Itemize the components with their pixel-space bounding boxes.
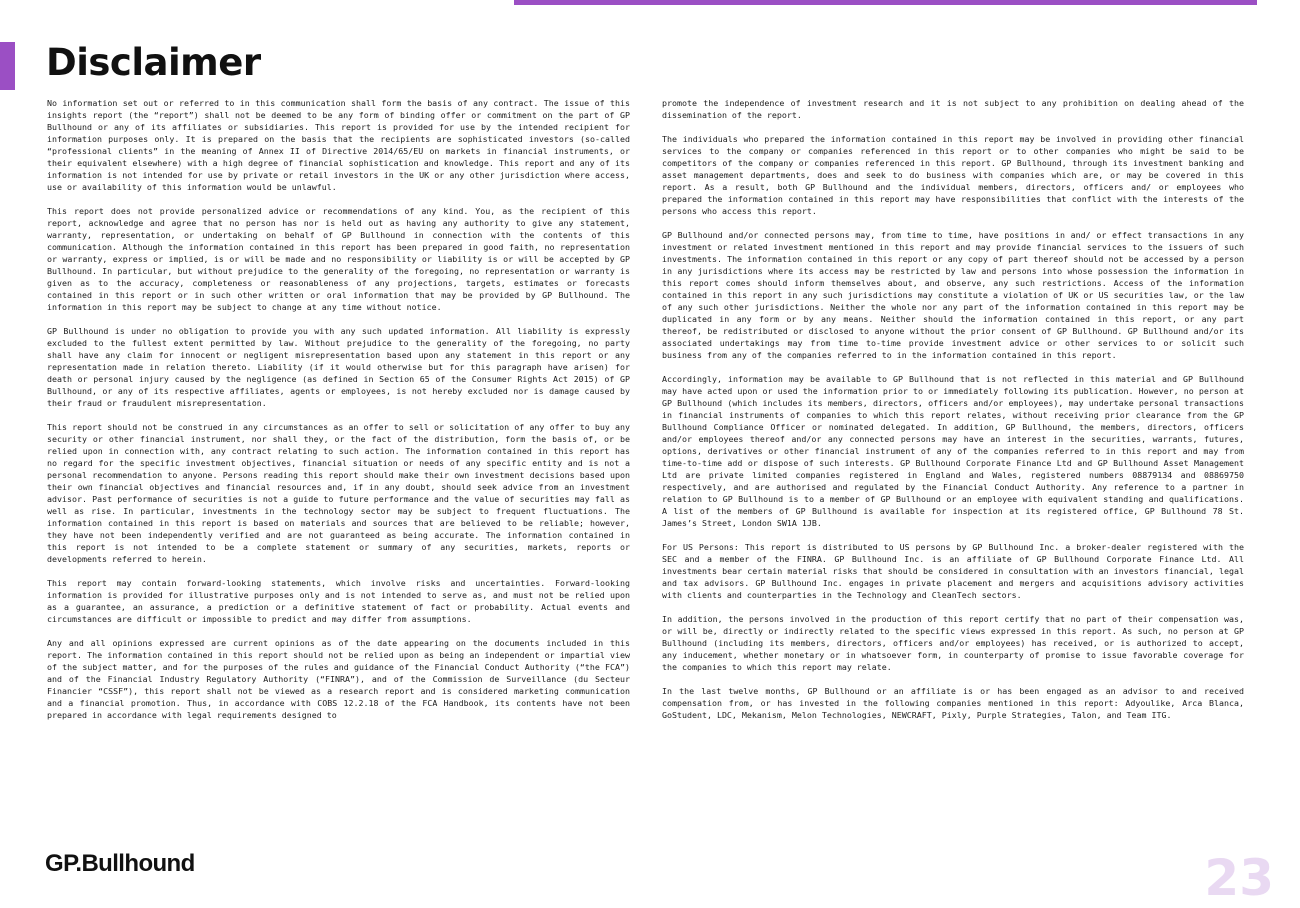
disclaimer-paragraph: Any and all opinions expressed are current opinions as of the date appearing on the documents included in this report. The information contained in this report should not be relied upon as being an independent or impartial view of the subject matter, and for the purposes of the rules and guidance of the Financial Conduct Authority (“the FCA”) and of the Financial Industry Regulatory Authority (“FINRA”), and of the Commission de Surveillance (du Secteur Financier “CSSF”), this report shall not be viewed as a research report and is considered marketing communication and a financial promotion. Thus, in accordance with COBS 12.2.18 of the FCA Handbook, its contents have not been prepared in accordance with legal requirements designed to (47, 638, 630, 720)
top-accent-bar (514, 0, 1257, 5)
disclaimer-column-right (662, 97, 1244, 721)
page-number: 23 (1204, 849, 1274, 907)
disclaimer-paragraph: This report may contain forward-looking statements, which involve risks and uncertainties. Forward-looking information is provided for illustrative purposes only and is not intended to serve as, and must not be relied upon as a guarantee, an assurance, a prediction or a definitive statement of fact or probability. Actual events and circumstances are difficult or impossible to predict and may differ from assumptions. (47, 578, 630, 624)
disclaimer-column-left (47, 97, 630, 721)
disclaimer-paragraph: In the last twelve months, GP Bullhound or an affiliate is or has been engaged as an advisor to and received compensation from, or has invested in the following companies mentioned in this report: Adyoulike, Arca Blanca, GoStudent, LDC, Mekanism, Melon Technologies, NEWCRAFT, Pixly, Purple Strategies, Talon, and Team ITG. (662, 686, 1244, 720)
disclaimer-paragraph: For US Persons: This report is distributed to US persons by GP Bullhound Inc. a broker-dealer registered with the SEC and a member of the FINRA. GP Bullhound Inc. is an affiliate of GP Bullhound Corporate Finance Ltd. All investments bear certain material risks that should be considered in consultation with an investors financial, legal and tax advisors. GP Bullhound Inc. engages in private placement and mergers and acquisitions advisory activities with clients and counterparties in the Technology and CleanTech sectors. (662, 542, 1244, 600)
disclaimer-paragraph: GP Bullhound and/or connected persons may, from time to time, have positions in and/ or effect transactions in any investment or related investment mentioned in this report and may provide financial services to the issuers of such investments. The information contained in this report or any copy of part thereof should not be accessed by a person in any jurisdictions where its access may be restricted by law and persons into whose possession the information in this report comes should inform themselves about, and observe, any such restrictions. Access of the information contained in this report in any such jurisdictions may constitute a violation of UK or US securities law, or the law of any such other jurisdictions. Neither the whole nor any part of the information contained in this report may be duplicated in any form or by any means. Neither should the information contained in this report, or any part thereof, be redistributed or disclosed to anyone without the prior consent of GP Bullhound. GP Bullhound and/or its associated undertakings may from time to-time provide investment advice or other services to or solicit such business from any of the companies referred to in the information contained in this report. (662, 230, 1244, 360)
disclaimer-paragraph: No information set out or referred to in this communication shall form the basis of any contract. The issue of this insights report (the “report”) shall not be deemed to be any form of binding offer or commitment on the part of GP Bullhound or any of its affiliates or subsidiaries. This report is provided for use by the intended recipient for information purposes only. It is prepared on the basis that the recipients are sophisticated investors (so-called “professional clients” in the meaning of Annex II of Directive 2014/65/EU on markets in financial instruments, or their equivalent elsewhere) with a high degree of financial sophistication and knowledge. This report and any of its information is not intended for use by private or retail investors in the UK or any other jurisdiction where access, use or availability of this information would be unlawful. (47, 98, 630, 192)
disclaimer-paragraph: promote the independence of investment research and it is not subject to any prohibition on dealing ahead of the dissemination of the report. (662, 98, 1244, 120)
disclaimer-paragraph: This report does not provide personalized advice or recommendations of any kind. You, as the recipient of this report, acknowledge and agree that no person has nor is held out as having any authority to give any statement, warranty, representation, or undertaking on behalf of GP Bullhound in connection with the contents of this communication. Although the information contained in this report has been prepared in good faith, no representation or warranty, express or implied, is or will be made and no responsibility or liability is or will be accepted by GP Bullhound. In particular, but without prejudice to the generality of the foregoing, no representation or warranty is given as to the accuracy, completeness or reasonableness of any projections, targets, estimates or forecasts contained in this report or in such other written or oral information that may be provided by GP Bullhound. The information in this report may be subject to change at any time without notice. (47, 206, 630, 312)
disclaimer-paragraph: Accordingly, information may be available to GP Bullhound that is not reflected in this material and GP Bullhound may have acted upon or used the information prior to or immediately following its publication. However, no person at GP Bullhound (which includes its members, directors, officers and/or employees), may undertake personal transactions in financial instruments of companies to which this report relates, without receiving prior clearance from the GP Bullhound Compliance Officer or nominated delegated. In addition, GP Bullhound, the members, directors, officers and/or employees thereof and/or any connected persons may have an interest in the securities, warrants, futures, options, derivatives or other financial instrument of any of the companies referred to in this report and may from time-to-time add or dispose of such interests. GP Bullhound Corporate Finance Ltd and GP Bullhound Asset Management Ltd are private limited companies registered in England and Wales, registered numbers 08879134 and 08869750 respectively, and are authorised and regulated by the Financial Conduct Authority. Any reference to a partner in relation to GP Bullhound is to a member of GP Bullhound or an employee with equivalent standing and qualifications. A list of the members of GP Bullhound is available for inspection at its registered office, GP Bullhound 78 St. James’s Street, London SW1A 1JB. (662, 374, 1244, 528)
page-title: Disclaimer (46, 41, 261, 84)
disclaimer-paragraph: This report should not be construed in any circumstances as an offer to sell or solicitation of any offer to buy any security or other financial instrument, nor shall they, or the fact of the distribution, form the basis of, or be relied upon in connection with, any contract relating to such action. The information contained in this report has no regard for the specific investment objectives, financial situation or needs of any specific entity and is not a personal recommendation to anyone. Persons reading this report should make their own investment decisions based upon their own financial objectives and financial resources and, if in any doubt, should seek advice from an investment advisor. Past performance of securities is not a guide to future performance and the value of securities may fall as well as rise. In particular, investments in the technology sector may be subject to frequent fluctuations. The information contained in this report is based on materials and sources that are believed to be reliable; however, they have not been independently verified and are not guaranteed as being accurate. The information contained in this report is not intended to be a complete statement or summary of any securities, markets, reports or developments referred to herein. (47, 422, 630, 564)
disclaimer-paragraph: In addition, the persons involved in the production of this report certify that no part of their compensation was, or will be, directly or indirectly related to the specific views expressed in this report. As such, no person at GP Bullhound (including its members, directors, officers and/or employees) has received, or is authorized to accept, any inducement, whether monetary or in whatsoever form, in counterparty of promise to issue favorable coverage for the companies to which this report may relate. (662, 614, 1244, 672)
disclaimer-paragraph: GP Bullhound is under no obligation to provide you with any such updated information. All liability is expressly excluded to the fullest extent permitted by law. Without prejudice to the generality of the foregoing, no party shall have any claim for innocent or negligent misrepresentation based upon any statement in this report or any representation made in relation thereto. Liability (if it would otherwise but for this paragraph have arisen) for death or personal injury caused by the negligence (as defined in Section 65 of the Consumer Rights Act 2015) of GP Bullhound, or any of its respective affiliates, agents or employees, is not hereby excluded nor is damage caused by their fraud or fraudulent misrepresentation. (47, 326, 630, 408)
disclaimer-paragraph: The individuals who prepared the information contained in this report may be involved in providing other financial services to the company or companies referenced in this report or to other companies who might be said to be competitors of the company or companies referenced in this report. GP Bullhound, through its investment banking and asset management departments, does and seek to do business with companies which are, or may be covered in this report. As a result, both GP Bullhound and the individual members, directors, officers and/ or employees who prepared the information contained in this report may have responsibilities that conflict with the interests of the persons who access this report. (662, 134, 1244, 216)
title-accent-bar (0, 42, 15, 90)
gp-bullhound-logo: GP.Bullhound (45, 850, 195, 877)
